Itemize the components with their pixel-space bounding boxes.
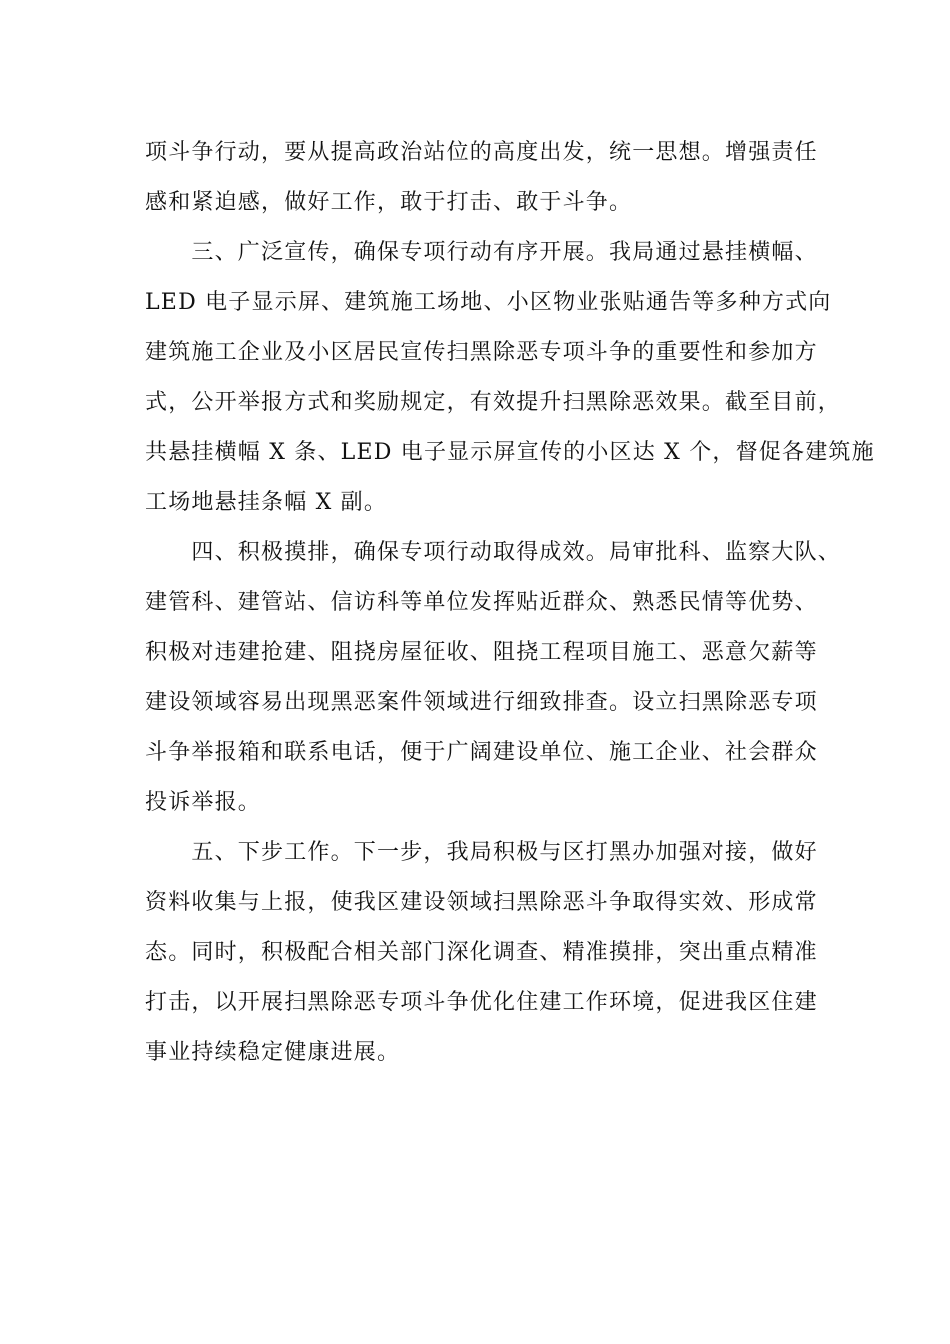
text-line: 项斗争行动，要从提高政治站位的高度出发，统一思想。增强责任 [145, 140, 818, 165]
text-line: 共悬挂横幅 X 条、LED 电子显示屏宣传的小区达 X 个，督促各建筑施 [145, 440, 875, 465]
text-line: 四、积极摸排，确保专项行动取得成效。局审批科、监察大队、 [145, 540, 842, 565]
text-line: 五、下步工作。下一步，我局积极与区打黑办加强对接，做好 [145, 840, 818, 865]
text-line: 投诉举报。 [145, 790, 262, 815]
text-line: 事业持续稳定健康进展。 [145, 1040, 401, 1065]
text-line: 建设领域容易出现黑恶案件领域进行细致排查。设立扫黑除恶专项 [145, 690, 818, 715]
document-body [145, 128, 875, 1078]
text-line: 态。同时，积极配合相关部门深化调查、精准摸排，突出重点精准 [145, 940, 818, 965]
text-line: 感和紧迫感，做好工作，敢于打击、敢于斗争。 [145, 190, 633, 215]
text-line: 资料收集与上报，使我区建设领域扫黑除恶斗争取得实效、形成常 [145, 890, 818, 915]
text-line: 斗争举报箱和联系电话，便于广阔建设单位、施工企业、社会群众 [145, 740, 818, 765]
text-line: 建筑施工企业及小区居民宣传扫黑除恶专项斗争的重要性和参加方 [145, 340, 818, 365]
text-line: 三、广泛宣传，确保专项行动有序开展。我局通过悬挂横幅、 [145, 240, 818, 265]
text-line: LED 电子显示屏、建筑施工场地、小区物业张贴通告等多种方式向 [145, 290, 832, 315]
text-line: 式，公开举报方式和奖励规定，有效提升扫黑除恶效果。截至目前， [145, 390, 842, 415]
text-line: 工场地悬挂条幅 X 副。 [145, 490, 388, 515]
text-line: 积极对违建抢建、阻挠房屋征收、阻挠工程项目施工、恶意欠薪等 [145, 640, 818, 665]
text-line: 打击，以开展扫黑除恶专项斗争优化住建工作环境，促进我区住建 [145, 990, 818, 1015]
text-line: 建管科、建管站、信访科等单位发挥贴近群众、熟悉民情等优势、 [145, 590, 818, 615]
